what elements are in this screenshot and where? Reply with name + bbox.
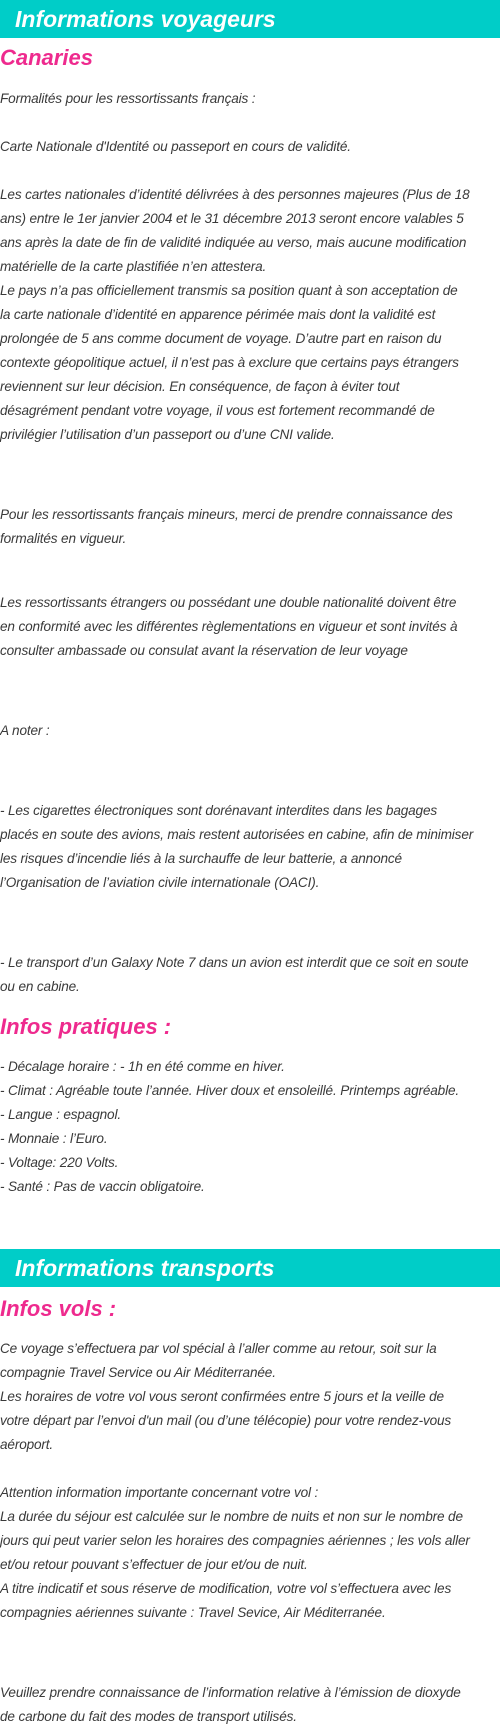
text-line: la carte nationale d’identité en apparence périmée mais dont la validité est xyxy=(0,307,436,322)
paragraph-attention xyxy=(0,1481,500,1625)
paragraph-cni xyxy=(0,183,500,447)
list-item: - Voltage: 220 Volts. xyxy=(0,1155,119,1170)
text-line: - Les cigarettes électroniques sont dorénavant interdites dans les bagages xyxy=(0,803,438,818)
text-line: contexte géopolitique actuel, il n’est pas à exclure que certains pays étrangers xyxy=(0,355,459,370)
list-item: - Monnaie : l’Euro. xyxy=(0,1131,108,1146)
a-noter-label xyxy=(0,719,500,743)
text-line: ans) entre le 1er janvier 2004 et le 31 décembre 2013 seront encore valables 5 xyxy=(0,211,464,226)
text-line: votre départ par l’envoi d'un mail (ou d’une télécopie) pour votre rendez-vous xyxy=(0,1413,452,1428)
text-line: ou en cabine. xyxy=(0,979,80,994)
text-line: formalités en vigueur. xyxy=(0,531,127,546)
list-item: - Décalage horaire : - 1h en été comme en hiver. xyxy=(0,1059,285,1074)
carte-identite-text xyxy=(0,135,500,159)
paragraph-mineurs xyxy=(0,503,500,551)
text-line: Attention information importante concernant votre vol : xyxy=(0,1485,319,1500)
destination-heading: Canaries xyxy=(0,45,93,70)
section-banner-title: Informations voyageurs xyxy=(15,6,276,32)
text-line: placés en soute des avions, mais restent autorisées en cabine, afin de minimiser xyxy=(0,827,474,842)
text-line: A titre indicatif et sous réserve de modification, votre vol s’effectuera avec les xyxy=(0,1581,452,1596)
text-line: Les cartes nationales d’identité délivrées à des personnes majeures (Plus de 18 xyxy=(0,187,470,202)
list-item: - Santé : Pas de vaccin obligatoire. xyxy=(0,1179,205,1194)
text-line: prolongée de 5 ans comme document de voyage. D’autre part en raison du xyxy=(0,331,442,346)
text-line: en conformité avec les différentes règlementations en vigueur et sont invités à xyxy=(0,619,458,634)
paragraph-cigarettes xyxy=(0,799,500,895)
paragraph-co2 xyxy=(0,1681,500,1729)
infos-vols-heading: Infos vols : xyxy=(0,1296,117,1321)
infos-pratiques-list xyxy=(0,1055,500,1199)
text-line: aéroport. xyxy=(0,1437,54,1452)
formalites-intro xyxy=(0,87,500,111)
section-banner-voyageurs xyxy=(0,0,500,38)
section-banner-title: Informations transports xyxy=(15,1255,275,1281)
text-line: Le pays n’a pas officiellement transmis sa position quant à son acceptation de xyxy=(0,283,458,298)
text-line: compagnie Travel Service ou Air Méditerranée. xyxy=(0,1365,276,1380)
text-line: jours qui peut varier selon les horaires des compagnies aériennes ; les vols aller xyxy=(0,1533,470,1548)
text-line: A noter : xyxy=(0,723,50,738)
text-line: ans après la date de fin de validité indiquée au verso, mais aucune modification xyxy=(0,235,467,250)
text-line: privilégier l’utilisation d’un passeport ou d’une CNI valide. xyxy=(0,427,335,442)
paragraph-galaxy xyxy=(0,951,500,999)
text-line: Pour les ressortissants français mineurs, merci de prendre connaissance des xyxy=(0,507,453,522)
text-line: Formalités pour les ressortissants français : xyxy=(0,91,256,106)
paragraph-etrangers xyxy=(0,591,500,663)
text-line: reviennent sur leur décision. En conséquence, de façon à éviter tout xyxy=(0,379,400,394)
paragraph-vol xyxy=(0,1337,500,1457)
infos-pratiques-heading: Infos pratiques : xyxy=(0,1014,172,1039)
text-line: La durée du séjour est calculée sur le nombre de nuits et non sur le nombre de xyxy=(0,1509,463,1524)
text-line: Les ressortissants étrangers ou possédant une double nationalité doivent être xyxy=(0,595,457,610)
text-line: Carte Nationale d'Identité ou passeport en cours de validité. xyxy=(0,139,351,154)
text-line: les risques d’incendie liés à la surchauffe de leur batterie, a annoncé xyxy=(0,851,402,866)
list-item: - Climat : Agréable toute l’année. Hiver doux et ensoleillé. Printemps agréable. xyxy=(0,1083,459,1098)
text-line: l’Organisation de l’aviation civile internationale (OACI). xyxy=(0,875,320,890)
list-item: - Langue : espagnol. xyxy=(0,1107,121,1122)
text-line: compagnies aériennes suivante : Travel Sevice, Air Méditerranée. xyxy=(0,1605,386,1620)
text-line: Les horaires de votre vol vous seront confirmées entre 5 jours et la veille de xyxy=(0,1389,444,1404)
text-line: Veuillez prendre connaissance de l’information relative à l’émission de dioxyde xyxy=(0,1685,461,1700)
text-line: de carbone du fait des modes de transport utilisés. xyxy=(0,1709,297,1724)
section-banner-transports xyxy=(0,1249,500,1287)
text-line: Ce voyage s’effectuera par vol spécial à l’aller comme au retour, soit sur la xyxy=(0,1341,437,1356)
text-line: - Le transport d’un Galaxy Note 7 dans un avion est interdit que ce soit en soute xyxy=(0,955,469,970)
text-line: matérielle de la carte plastifiée n’en attestera. xyxy=(0,259,267,274)
text-line: et/ou retour pouvant s’effectuer de jour et/ou de nuit. xyxy=(0,1557,308,1572)
text-line: consulter ambassade ou consulat avant la réservation de leur voyage xyxy=(0,643,408,658)
text-line: désagrément pendant votre voyage, il vous est fortement recommandé de xyxy=(0,403,435,418)
